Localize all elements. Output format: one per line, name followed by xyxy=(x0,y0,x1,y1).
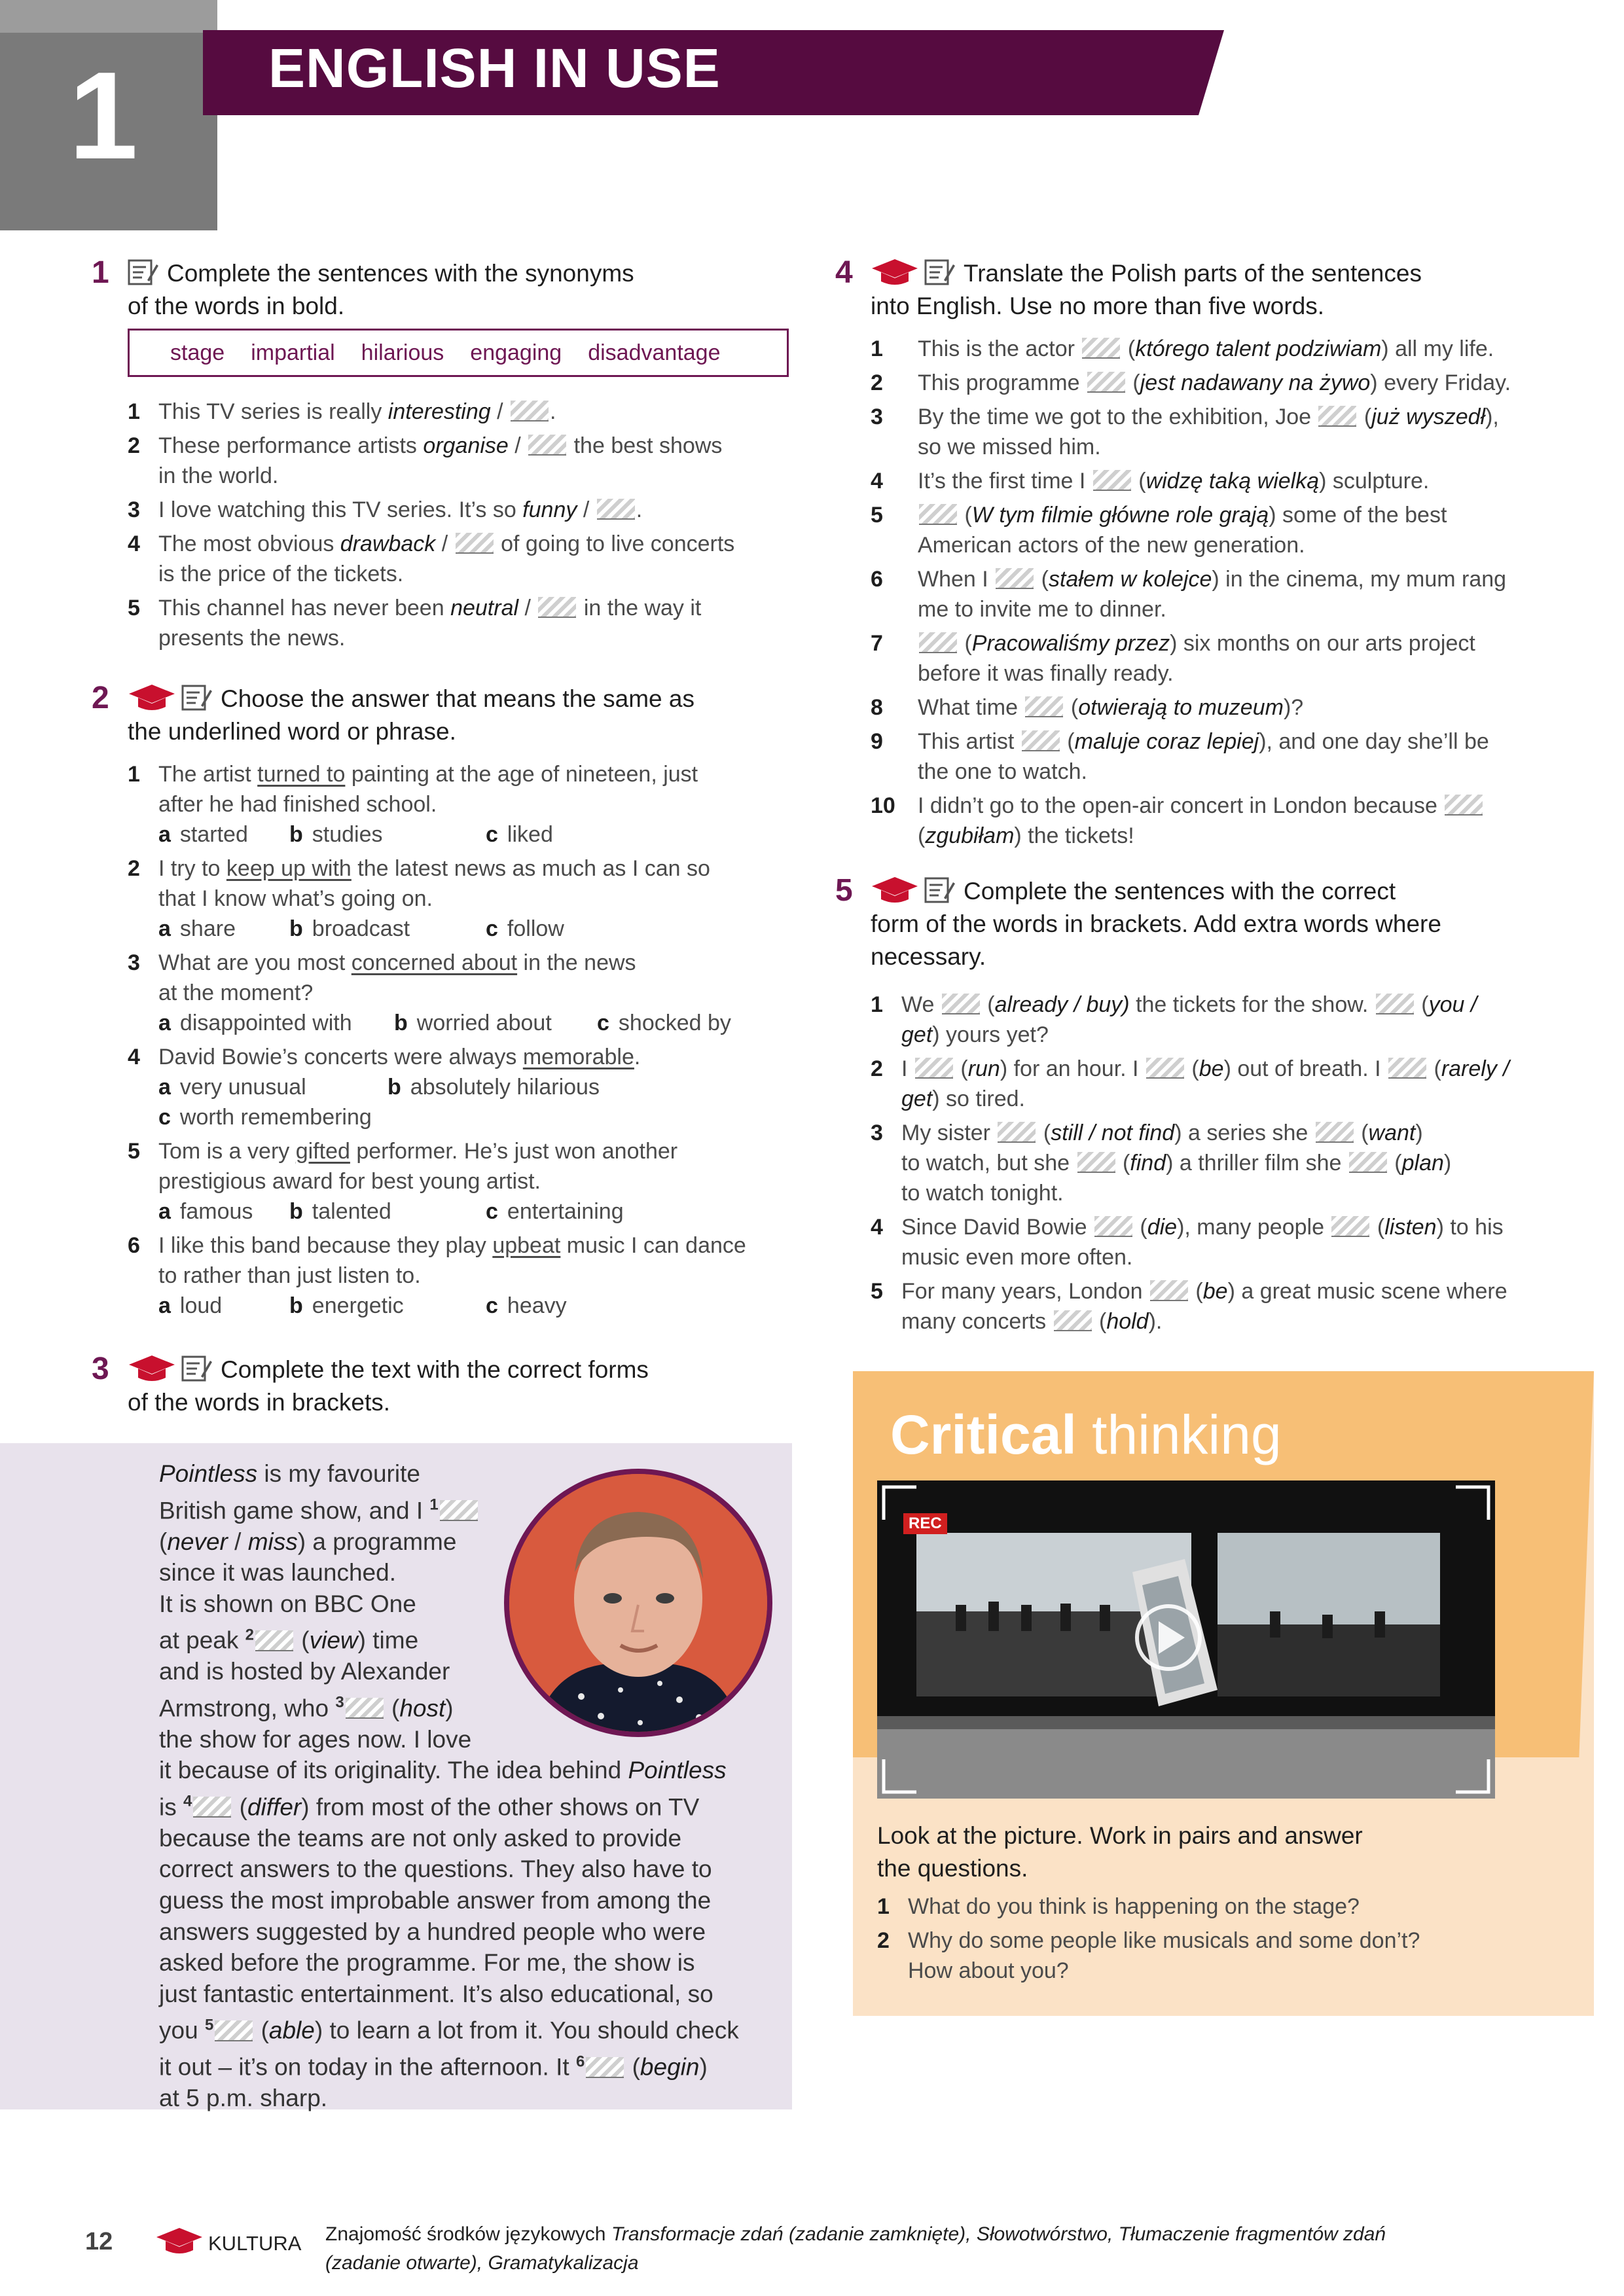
exercise-1-number: 1 xyxy=(92,255,109,290)
list-item: 10 I didn’t go to the open-air concert in London because (zgubiłam) the tickets! xyxy=(871,791,1584,851)
list-item: 2 This programme (jest nadawany na żywo) every Friday. xyxy=(871,370,1511,395)
answer-gap[interactable] xyxy=(1077,1152,1115,1173)
instruction-line: Complete the text with the correct forms xyxy=(221,1356,649,1383)
answer-gap[interactable] xyxy=(1349,1152,1387,1173)
list-item: 1 This is the actor (którego talent podziwiam) all my life. xyxy=(871,336,1494,361)
option-b[interactable]: b talented xyxy=(289,1199,391,1224)
word-box-item: hilarious xyxy=(361,340,444,365)
exercise-2-number: 2 xyxy=(92,681,109,715)
answer-gap[interactable] xyxy=(586,2057,624,2078)
answer-gap[interactable] xyxy=(1146,1058,1184,1079)
graduation-cap-icon xyxy=(871,258,919,287)
answer-gap[interactable] xyxy=(1022,730,1060,751)
answer-gap[interactable] xyxy=(255,1630,293,1651)
stage-video-still[interactable] xyxy=(877,1480,1495,1799)
exercise-5-instruction xyxy=(871,875,1578,973)
option-c[interactable]: c heavy xyxy=(486,1293,567,1318)
option-a[interactable]: a famous xyxy=(158,1199,253,1224)
answer-gap[interactable] xyxy=(346,1698,384,1719)
answer-gap[interactable] xyxy=(528,435,566,456)
instruction-line: form of the words in brackets. Add extra words where xyxy=(871,910,1441,937)
answer-gap[interactable] xyxy=(1376,994,1414,1014)
publisher-label: KULTURA xyxy=(208,2232,302,2255)
answer-gap[interactable] xyxy=(456,533,494,554)
instruction-line: Look at the picture. Work in pairs and answer xyxy=(877,1822,1363,1849)
page-number: 12 xyxy=(85,2228,113,2255)
exercise-4-instruction xyxy=(871,257,1578,323)
exercise-icons xyxy=(871,258,956,287)
answer-gap[interactable] xyxy=(1025,696,1063,717)
exercise-icons xyxy=(128,683,213,712)
list-item: 4 The most obvious drawback / of going to live concerts is the price of the tickets. xyxy=(128,531,735,586)
instruction-line: the questions. xyxy=(877,1855,1028,1882)
option-b[interactable]: b worried about xyxy=(394,1011,552,1035)
answer-gap[interactable] xyxy=(1388,1058,1426,1079)
answer-gap[interactable] xyxy=(1093,470,1131,491)
answer-gap[interactable] xyxy=(998,1122,1036,1143)
reading-text: Pointless is my favourite British game show, and I $^1$ (never / miss) a programme since it was launched. It is shown on BBC One at peak $^2$ (view) time and is hosted by Alexander Armstrong, who $^3$ (host) the show for ages now. I love it because of its originality. The idea behind Pointless is $^4$ (differ) from most of the other shows on TV because the teams are not only asked to provide correct answers to the questions. They also have to guess the most improbable answer from among the answers suggested by a hundred people who were asked before the programme. For me, the show is just fantastic entertainment. It’s also educational, so you $^5$ (able) to learn a lot from it. You should check it out – it’s on today in the afternoon. It $^6$ (begin) at 5 p.m. sharp. xyxy=(159,1460,739,2112)
list-item: 1 This TV series is really interesting / . xyxy=(128,399,556,424)
answer-gap[interactable] xyxy=(915,1058,953,1079)
option-a[interactable]: a disappointed with xyxy=(158,1011,352,1035)
list-item: 4 It’s the first time I (widzę taką wielką) sculpture. xyxy=(871,469,1430,493)
list-item: 2 Why do some people like musicals and some don’t? How about you? xyxy=(877,1928,1420,1983)
option-c[interactable]: c entertaining xyxy=(486,1199,624,1224)
option-b[interactable]: b studies xyxy=(289,822,383,847)
option-a[interactable]: a very unusual xyxy=(158,1075,306,1100)
option-c[interactable]: c liked xyxy=(486,822,553,847)
kultura-logo-icon xyxy=(155,2227,204,2259)
exercise-1-instruction xyxy=(128,257,782,323)
list-item: 7 (Pracowaliśmy przez) six months on our arts project before it was finally ready. xyxy=(871,631,1475,686)
list-item: 3 By the time we got to the exhibition, Joe (już wyszedł), so we missed him. xyxy=(871,404,1499,459)
page-title: ENGLISH IN USE xyxy=(268,37,721,99)
exercise-icons xyxy=(128,258,159,287)
exercise-4-number: 4 xyxy=(835,255,853,290)
list-item: 3 I love watching this TV series. It’s so funny / . xyxy=(128,497,643,522)
answer-gap[interactable] xyxy=(1054,1310,1092,1331)
notebook-icon xyxy=(128,258,159,287)
list-item: 4 Since David Bowie (die), many people (listen) to his music even more often. xyxy=(871,1215,1504,1270)
option-c[interactable]: c worth remembering xyxy=(158,1105,372,1130)
option-b[interactable]: b energetic xyxy=(289,1293,404,1318)
instruction-line: of the words in bold. xyxy=(128,293,345,319)
notebook-icon xyxy=(181,1354,213,1383)
answer-gap[interactable] xyxy=(193,1797,231,1818)
instruction-line: into English. Use no more than five words. xyxy=(871,293,1325,319)
word-box-item: disadvantage xyxy=(588,340,721,365)
list-item: 2 These performance artists organise / the best shows in the world. xyxy=(128,433,723,488)
instruction-line: Complete the sentences with the correct xyxy=(964,878,1396,905)
list-item: 3 My sister (still / not find) a series she (want) to watch, but she (find) a thriller film she (plan) to watch tonight. xyxy=(871,1121,1452,1206)
footer-note: Znajomość środków językowych Transformacje zdań (zadanie zamknięte), Słowotwórstwo, Tłumaczenie fragmentów zdań (zadanie otwarte), Gramatykalizacja xyxy=(325,2223,1386,2274)
exercise-icons xyxy=(871,876,956,905)
answer-gap[interactable] xyxy=(1087,372,1125,393)
instruction-line: necessary. xyxy=(871,943,986,970)
list-item: 6 I like this band because they play upbeat music I can dance to rather than just listen to. a loud b energetic c heavy xyxy=(128,1230,795,1321)
exercise-2-instruction xyxy=(128,683,782,748)
list-item: 8 What time (otwierają to muzeum)? xyxy=(871,695,1304,720)
answer-gap[interactable] xyxy=(440,1500,478,1521)
list-item: 2 I (run) for an hour. I (be) out of breath. I (rarely / get) so tired. xyxy=(871,1056,1509,1111)
exercise-4-items xyxy=(871,334,1584,855)
exercise-5-items xyxy=(871,990,1584,1340)
list-item: 6 When I (stałem w kolejce) in the cinema, my mum rang me to invite me to dinner. xyxy=(871,567,1507,622)
exercise-icons xyxy=(128,1354,213,1383)
list-item: 2 I try to keep up with the latest news as much as I can so that I know what’s going on. a share b broadcast c follow xyxy=(128,853,795,944)
exercise-5-number: 5 xyxy=(835,873,853,908)
answer-gap[interactable] xyxy=(1150,1280,1188,1301)
option-b[interactable]: b broadcast xyxy=(289,916,410,941)
stage-scene-image xyxy=(877,1480,1495,1799)
answer-gap[interactable] xyxy=(538,597,576,618)
critical-thinking-text xyxy=(877,1820,1564,1990)
list-item: 5 (W tym filmie główne role grają) some of the best American actors of the new generation. xyxy=(871,503,1447,558)
instruction-line: the underlined word or phrase. xyxy=(128,718,456,745)
answer-gap[interactable] xyxy=(1082,338,1120,359)
critical-thinking-questions xyxy=(877,1892,1564,1986)
exercise-3-instruction xyxy=(128,1354,782,1419)
answer-gap[interactable] xyxy=(1445,795,1483,816)
instruction-line: Choose the answer that means the same as xyxy=(221,685,695,712)
option-c[interactable]: c shocked by xyxy=(597,1011,731,1035)
word-box xyxy=(128,329,789,377)
list-item: 4 David Bowie’s concerts were always memorable. a very unusual b absolutely hilarious c worth remembering xyxy=(128,1042,795,1132)
list-item: 3 What are you most concerned about in the news at the moment? a disappointed with b worried about c shocked by xyxy=(128,948,795,1038)
option-c[interactable]: c follow xyxy=(486,916,564,941)
word-box-item: stage xyxy=(170,340,225,365)
answer-gap[interactable] xyxy=(919,632,957,653)
notebook-icon xyxy=(181,683,213,712)
graduation-cap-icon xyxy=(128,683,176,712)
answer-gap[interactable] xyxy=(215,2020,253,2041)
word-box-item: engaging xyxy=(470,340,562,365)
option-a[interactable]: a loud xyxy=(158,1293,223,1318)
answer-gap[interactable] xyxy=(597,499,635,520)
notebook-icon xyxy=(924,876,956,905)
exercise-1-items xyxy=(128,397,795,657)
list-item: 1 What do you think is happening on the stage? xyxy=(877,1894,1360,1919)
exercise-2-items xyxy=(128,759,795,1325)
option-a[interactable]: a started xyxy=(158,822,248,847)
list-item: 5 This channel has never been neutral / in the way it presents the news. xyxy=(128,596,702,651)
answer-gap[interactable] xyxy=(996,568,1034,589)
option-a[interactable]: a share xyxy=(158,916,236,941)
unit-tab-highlight xyxy=(0,0,217,33)
answer-gap[interactable] xyxy=(511,401,549,422)
graduation-cap-icon xyxy=(128,1354,176,1383)
list-item: 5 Tom is a very gifted performer. He’s just won another prestigious award for best young artist. a famous b talented c entertaining xyxy=(128,1136,795,1227)
answer-gap[interactable] xyxy=(1331,1216,1369,1237)
word-box-item: impartial xyxy=(251,340,335,365)
answer-gap[interactable] xyxy=(919,504,957,525)
notebook-icon xyxy=(924,258,956,287)
option-b[interactable]: b absolutely hilarious xyxy=(388,1075,600,1100)
answer-gap[interactable] xyxy=(1094,1216,1132,1237)
exercise-3-number: 3 xyxy=(92,1352,109,1386)
unit-number: 1 xyxy=(69,46,138,185)
answer-gap[interactable] xyxy=(1316,1122,1354,1143)
answer-gap[interactable] xyxy=(1318,406,1356,427)
graduation-cap-icon xyxy=(871,876,919,905)
instruction-line: Translate the Polish parts of the sentences xyxy=(964,260,1422,287)
answer-gap[interactable] xyxy=(942,994,980,1014)
list-item: 1 We (already / buy) the tickets for the show. (you / get) yours yet? xyxy=(871,992,1477,1047)
list-item: 9 This artist (maluje coraz lepiej), and one day she’ll be the one to watch. xyxy=(871,729,1489,784)
rec-badge: REC xyxy=(903,1513,947,1534)
instruction-line: Complete the sentences with the synonyms xyxy=(167,260,634,287)
list-item: 5 For many years, London (be) a great music scene where many concerts (hold). xyxy=(871,1279,1507,1334)
instruction-line: of the words in brackets. xyxy=(128,1389,391,1416)
list-item: 1 The artist turned to painting at the age of nineteen, just after he had finished school. a started b studies c liked xyxy=(128,759,795,850)
critical-thinking-title: Critical thinking xyxy=(890,1404,1282,1465)
